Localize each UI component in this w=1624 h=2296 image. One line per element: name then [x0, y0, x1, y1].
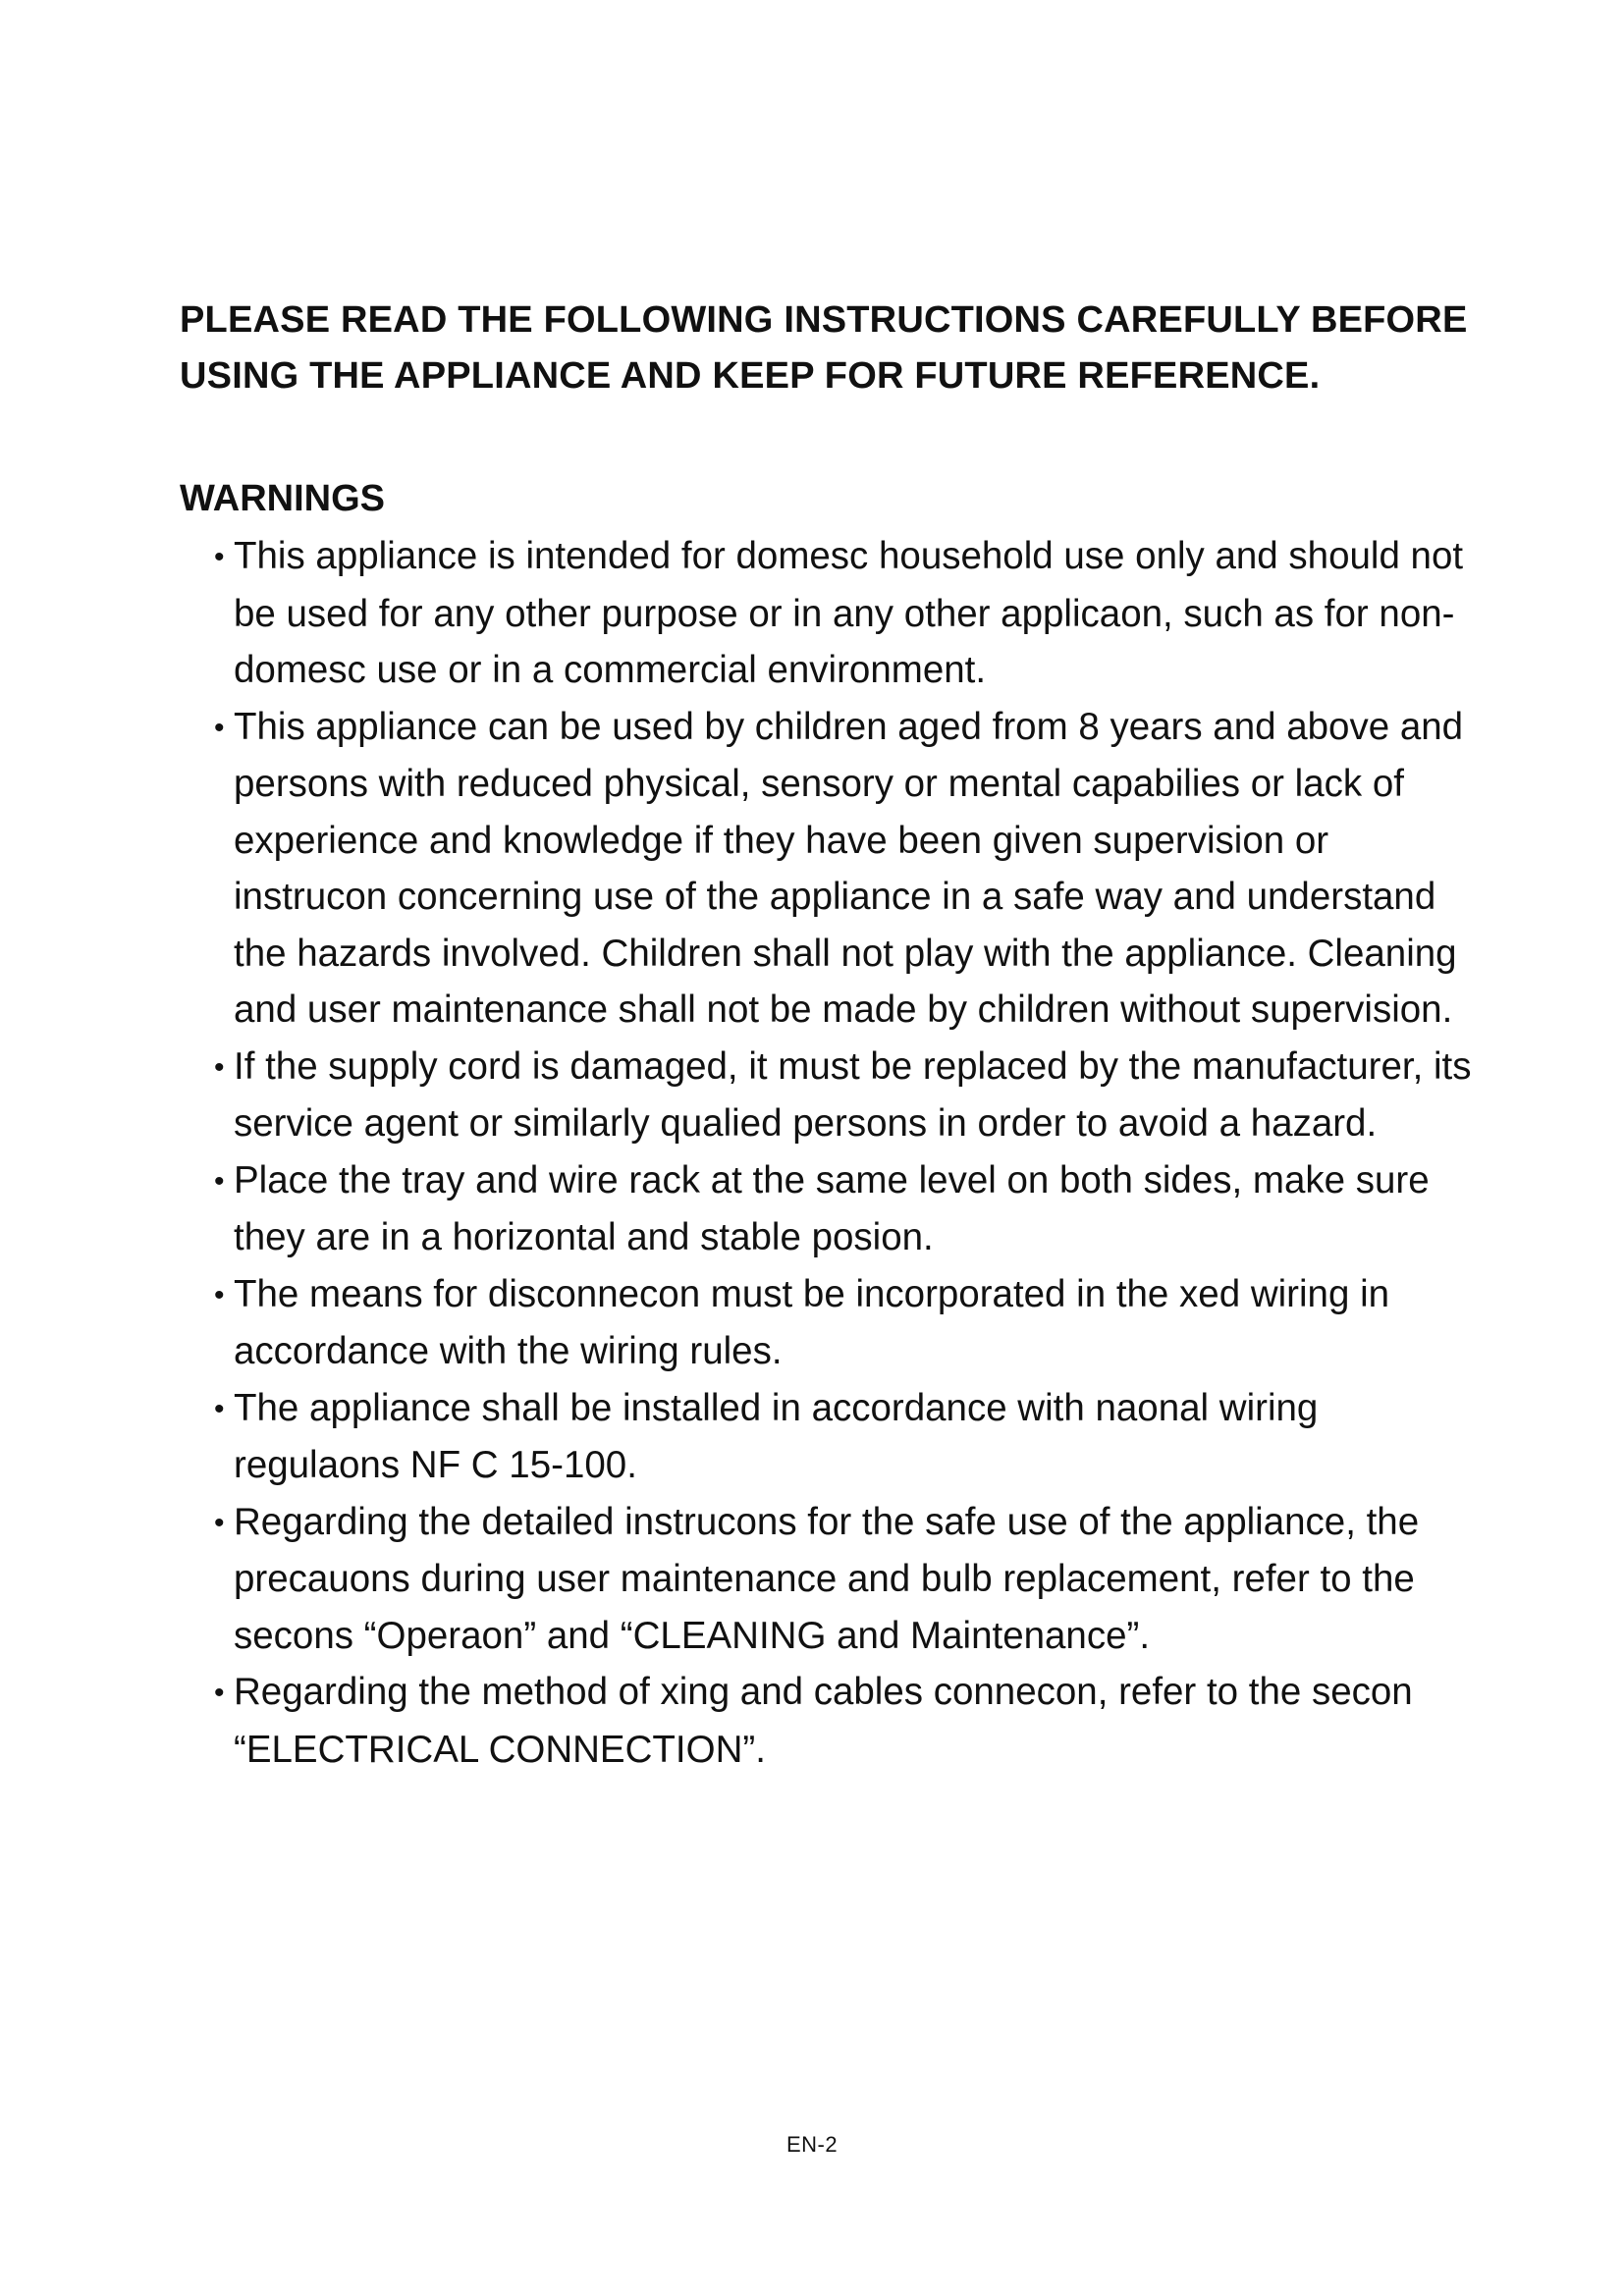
warning-text: Place the tray and wire rack at the same level on both sides, make sure they are in a horizontal and stable posion. [234, 1158, 1430, 1258]
bullet-icon: • [214, 1506, 225, 1539]
warning-text: If the supply cord is damaged, it must be replaced by the manufacturer, its service agent or similarly qualied persons in order to avoid a hazard. [234, 1044, 1472, 1145]
warning-item [180, 1494, 1486, 1665]
warning-text: The means for disconnecon must be incorporated in the xed wiring in accordance with the wiring rules. [234, 1272, 1390, 1372]
warnings-heading: WARNINGS [180, 478, 385, 519]
warning-text: Regarding the detailed instrucons for the safe use of the appliance, the precauons during user maintenance and bulb replacement, refer to the secons “Operaon” and “CLEANING and Maintenance”. [234, 1500, 1420, 1657]
warning-item [180, 1380, 1486, 1494]
bullet-icon: • [214, 541, 225, 573]
warning-item [180, 528, 1486, 699]
warning-item [180, 1664, 1486, 1778]
bullet-icon: • [214, 1278, 225, 1311]
warning-text: This appliance is intended for domesc household use only and should not be used for any other purpose or in any other applicaon, such as for non-domesc use or in a commercial environment. [234, 535, 1464, 691]
warnings-list [180, 528, 1486, 1778]
warning-text: Regarding the method of xing and cables connecon, refer to the secon “ELECTRICAL CONNECTION”. [234, 1671, 1413, 1771]
warning-item [180, 1152, 1486, 1266]
bullet-icon: • [214, 1164, 225, 1198]
bullet-icon: • [214, 1677, 225, 1709]
intro-instruction: PLEASE READ THE FOLLOWING INSTRUCTIONS CAREFULLY BEFORE USING THE APPLIANCE AND KEEP FOR FUTURE REFERENCE. [180, 299, 1468, 397]
bullet-icon: • [214, 711, 225, 744]
warning-item [180, 1039, 1486, 1152]
page-number: EN-2 [785, 2132, 839, 2157]
warning-item [180, 699, 1486, 1039]
bullet-icon: • [214, 1392, 225, 1425]
warning-text: This appliance can be used by children aged from 8 years and above and persons with reduced physical, sensory or mental capabilies or lack of experience and knowledge if they have been given supervision or instrucon concerning use of the appliance in a safe way and understand the hazards involved. Children shall not play with the appliance. Cleaning and user maintenance shall not be made by children without supervision. [234, 705, 1464, 1031]
warning-item [180, 1266, 1486, 1380]
warning-text: The appliance shall be installed in accordance with naonal wiring regulaons NF C 15-100. [234, 1386, 1319, 1486]
bullet-icon: • [214, 1050, 225, 1084]
